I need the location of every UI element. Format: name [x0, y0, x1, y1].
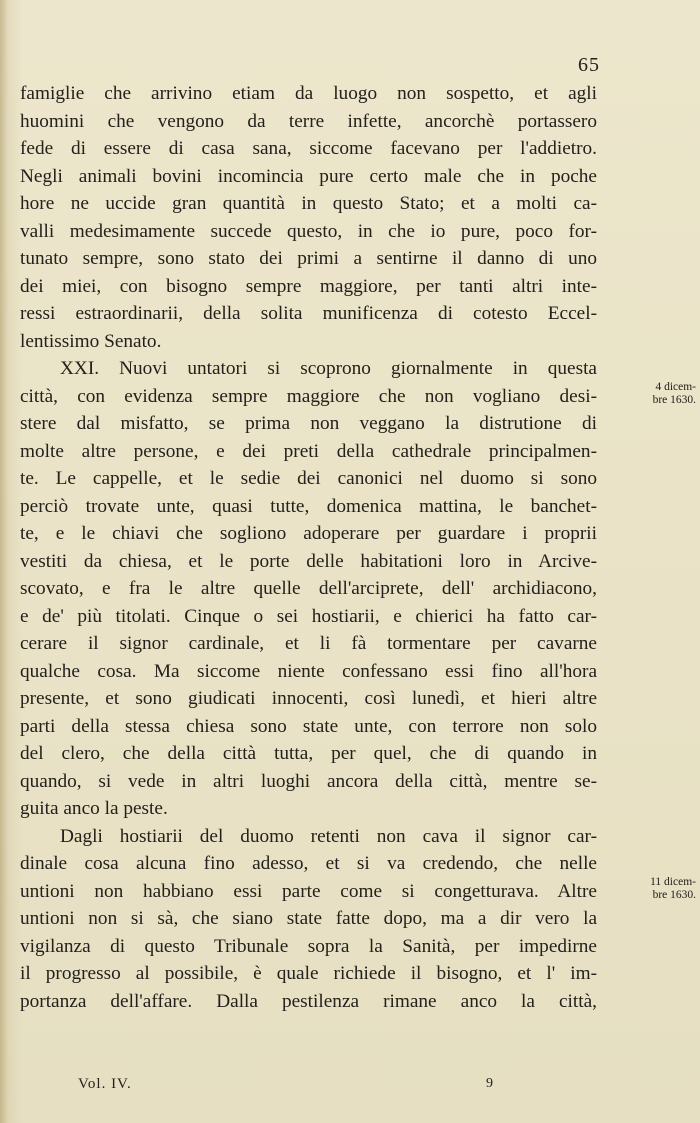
text-line: scovato, e fra le altre quelle dell'arciprete, dell' archidiacono, — [20, 578, 597, 599]
text-line: vestiti da chiesa, et le porte delle habitationi loro in Arcive- — [20, 550, 597, 572]
footer-signature: 9 — [486, 1076, 493, 1091]
text-line: ressi estraordinarii, della solita munificenza di cotesto Eccel- — [20, 303, 597, 324]
text-line: te. Le cappelle, et le sedie dei canonici nel duomo si sono — [20, 468, 597, 489]
text-line: cerare il signor cardinale, et li fà tormentare per cavarne — [20, 633, 597, 654]
text-line: stere dal misfatto, se prima non veggano la distrutione di — [20, 413, 597, 434]
text-line: fede di essere di casa sana, siccome facevano per l'addietro. — [20, 138, 597, 159]
text-line: dei miei, con bisogno sempre maggiore, per tanti altri inte- — [20, 275, 597, 297]
text-line: dinale cosa alcuna fino adesso, et si va credendo, che nelle — [20, 853, 597, 874]
text-line: guita anco la peste. — [20, 798, 168, 819]
text-line: del clero, che della città tutta, per quel, che di quando in — [20, 743, 597, 764]
text-line: valli medesimamente succede questo, in che io pure, poco for- — [20, 220, 597, 242]
text-line: parti della stessa chiesa sono state unte, con terrore non solo — [20, 715, 597, 737]
text-line: quando, si vede in altri luoghi ancora della città, mentre se- — [20, 770, 597, 792]
text-line: te, e le chiavi che sogliono adoperare per guardare i proprii — [20, 523, 597, 544]
text-line: città, con evidenza sempre maggiore che non vogliano desi- — [20, 385, 597, 407]
text-line: vigilanza di questo Tribunale sopra la Sanità, per impedirne — [20, 935, 597, 957]
footer-volume: Vol. IV. — [78, 1076, 132, 1092]
section-heading-line: XXI. Nuovi untatori si scoprono giornalmente in questa — [60, 358, 597, 379]
text-line: qualche cosa. Ma siccome niente confessano essi fino all'hora — [20, 660, 597, 682]
text-line: untioni non habbiano essi parte come si congetturava. Altre — [20, 880, 597, 902]
text-line: huomini che vengono da terre infette, ancorchè portassero — [20, 110, 597, 132]
margin-note-date — [606, 876, 696, 902]
text-line: hore ne uccide gran quantità in questo Stato; et a molti ca- — [20, 193, 597, 214]
text-line: portanza dell'affare. Dalla pestilenza rimane anco la città, — [20, 990, 597, 1012]
body-text — [20, 80, 597, 1015]
text-line: e de' più titolati. Cinque o sei hostiarii, e chierici ha fatto car- — [20, 605, 597, 627]
margin-note-date — [606, 381, 696, 407]
text-line: lentissimo Senato. — [20, 330, 162, 352]
paragraph-start-line: Dagli hostiarii del duomo retenti non cava il signor car- — [60, 825, 597, 847]
page-number: 65 — [578, 54, 600, 76]
text-line: molte altre persone, e dei preti della cathedrale principalmen- — [20, 440, 597, 462]
text-line: Negli animali bovini incomincia pure certo male che in poche — [20, 165, 597, 187]
text-line: tunato sempre, sono stato dei primi a sentirne il danno di uno — [20, 248, 597, 269]
text-line: presente, et sono giudicati innocenti, così lunedì, et hieri altre — [20, 688, 597, 709]
margin-note-line: 11 dicem- — [650, 876, 696, 888]
margin-note-line: 4 dicem- — [655, 381, 696, 393]
text-line: il progresso al possibile, è quale richiede il bisogno, et l' im- — [20, 963, 597, 984]
text-line: untioni non si sà, che siano state fatte dopo, ma a dir vero la — [20, 908, 597, 929]
text-line: famiglie che arrivino etiam da luogo non sospetto, et agli — [20, 83, 597, 104]
text-line: perciò trovate unte, quasi tutte, domenica mattina, le banchet- — [20, 495, 597, 517]
margin-note-line: bre 1630. — [652, 394, 696, 406]
margin-note-line: bre 1630. — [652, 889, 696, 901]
